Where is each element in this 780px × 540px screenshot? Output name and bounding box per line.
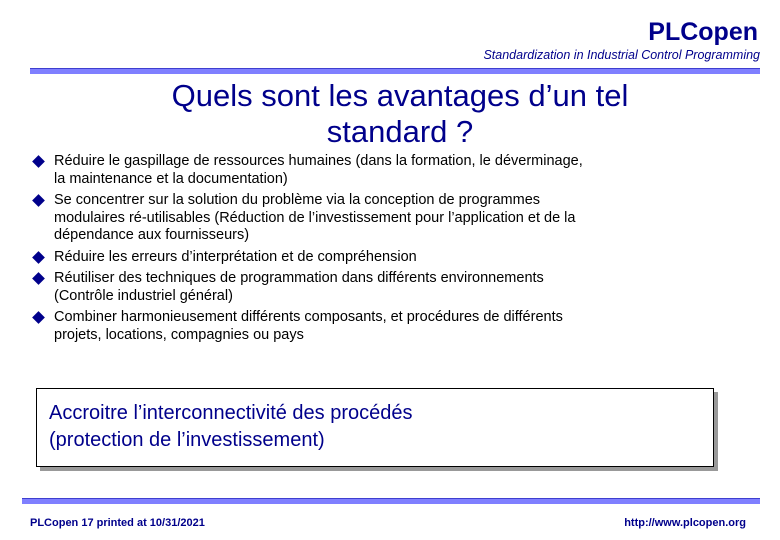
bullet-list — [32, 153, 592, 348]
callout-line-1: Accroitre l’interconnectivité des procédés — [49, 402, 413, 424]
bullet-item — [32, 153, 592, 188]
bullet-text: Réduire les erreurs d’interprétation et de compréhension — [54, 248, 417, 265]
bullet-item — [32, 309, 592, 344]
diamond-bullet-icon — [32, 272, 45, 285]
diamond-bullet-icon — [32, 194, 45, 207]
callout-line-2: (protection de l’investissement) — [49, 429, 325, 451]
brand-logo: PLCopen — [648, 18, 758, 46]
slide-title — [60, 78, 740, 150]
callout-box — [36, 388, 714, 467]
bullet-text: Se concentrer sur la solution du problème via la conception de programmes modulaires ré-utilisables (Réduction de l’investissement pour l’application et de la dépendance aux fournisseurs) — [54, 192, 576, 243]
slide-title-line-2: standard ? — [326, 114, 474, 149]
diamond-bullet-icon — [32, 155, 45, 168]
bullet-item — [32, 249, 592, 267]
top-divider — [30, 68, 760, 74]
bullet-text: Réutiliser des techniques de programmation dans différents environnements (Contrôle industriel général) — [54, 270, 544, 304]
callout-text — [49, 400, 649, 454]
bullet-text: Réduire le gaspillage de ressources humaines (dans la formation, le déverminage, la maintenance et la documentation) — [54, 153, 583, 187]
bullet-text: Combiner harmonieusement différents composants, et procédures de différents projets, locations, compagnies ou pays — [54, 309, 563, 343]
bullet-item — [32, 192, 592, 245]
bullet-item — [32, 270, 592, 305]
brand-tagline: Standardization in Industrial Control Programming — [483, 48, 760, 62]
diamond-bullet-icon — [32, 311, 45, 324]
bottom-divider — [22, 498, 760, 504]
diamond-bullet-icon — [32, 251, 45, 264]
slide-title-line-1: Quels sont les avantages d’un tel — [171, 78, 629, 113]
footer-left-text: PLCopen 17 printed at 10/31/2021 — [30, 517, 205, 529]
footer-url-link[interactable]: http://www.plcopen.org — [624, 517, 746, 529]
